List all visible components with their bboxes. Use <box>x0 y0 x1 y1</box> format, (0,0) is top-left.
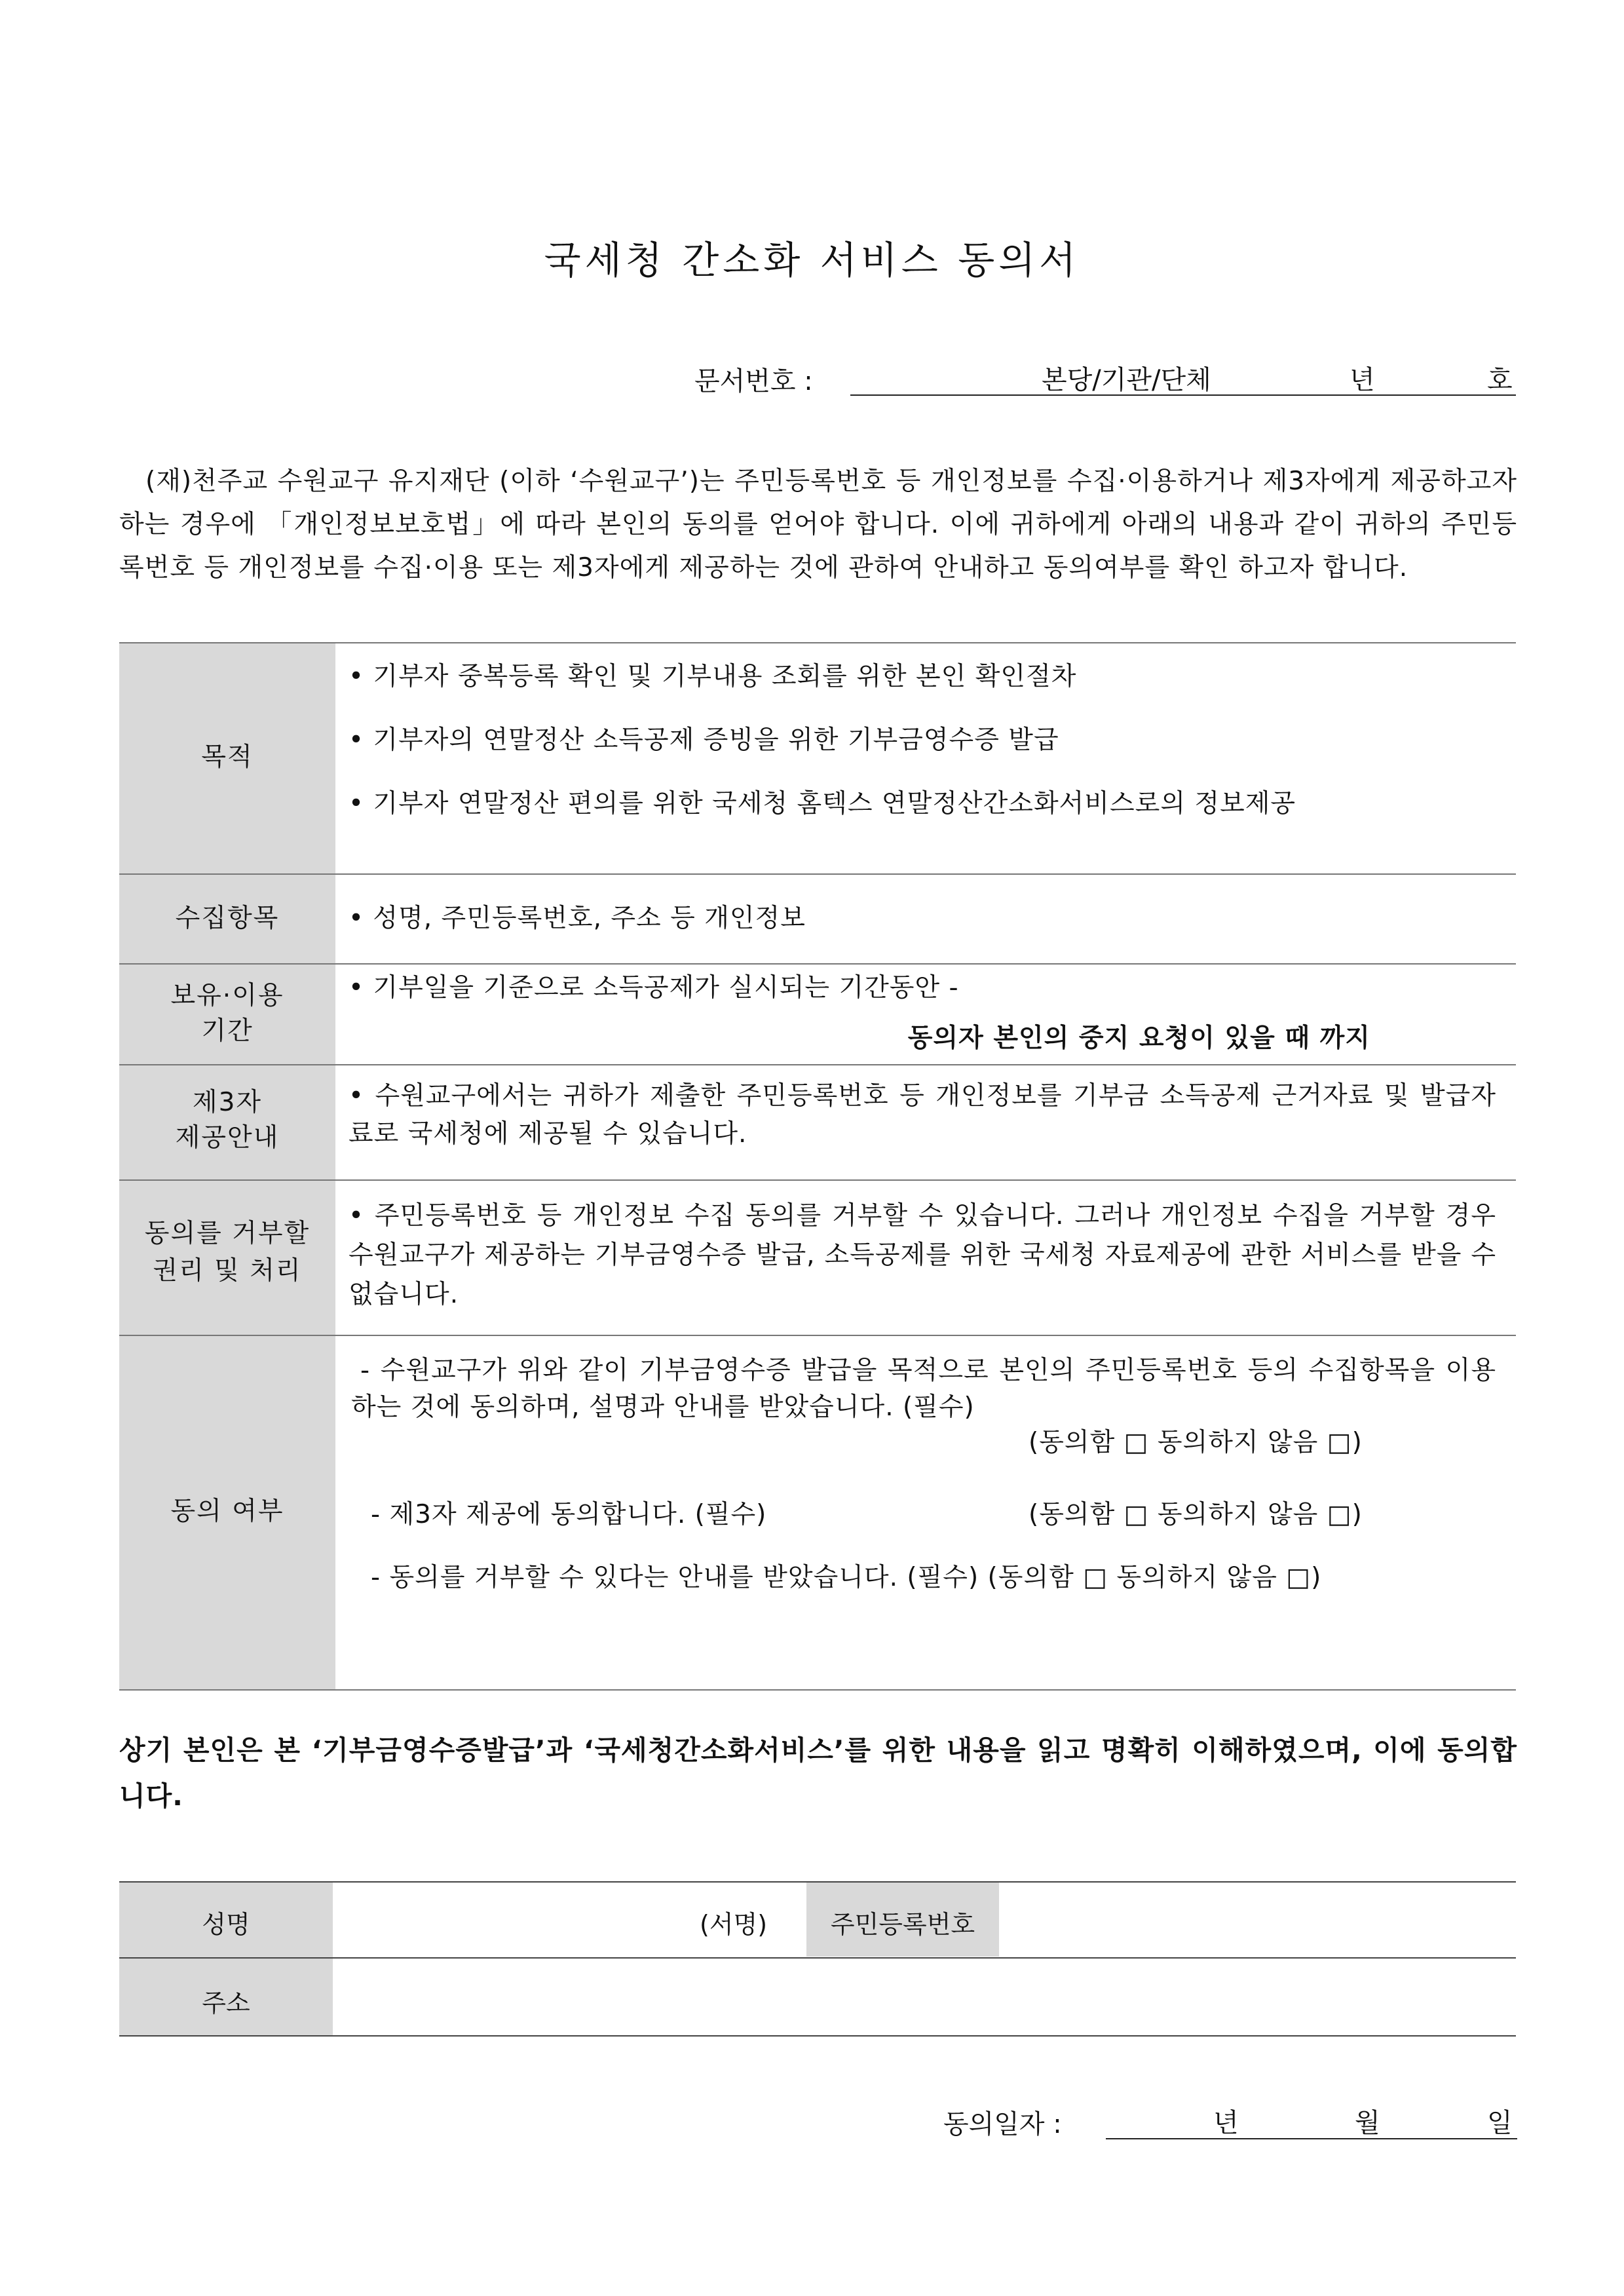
rrn-input[interactable] <box>1002 1883 1515 1955</box>
third-party-text: • 수원교구에서는 귀하가 제출한 주민등록번호 등 개인정보를 기부금 소득공제 근거자료 및 발급자료로 국세청에 제공될 수 있습니다. <box>349 1081 1496 1149</box>
consent-label: 동의 여부 <box>170 1497 284 1526</box>
address-label: 주소 <box>202 1989 250 2018</box>
consent-choice-2[interactable]: (동의함 □ 동의하지 않음 □) <box>1029 1500 1363 1529</box>
purpose-item: • 기부자 중복등록 확인 및 기부내용 조회를 위한 본인 확인절차 <box>349 662 1077 691</box>
table-label-column <box>119 643 335 1690</box>
collect-label: 수집항목 <box>175 904 280 933</box>
confirm-statement: 상기 본인은 본 ‘기부금영수증발급’과 ‘국세청간소화서비스’를 위한 내용을 읽고 명확히 이해하였으며, 이에 동의합니다. <box>119 1734 1517 1812</box>
table-divider <box>119 1689 1516 1691</box>
consent-item-1: - 수원교구가 위와 같이 기부금영수증 발급을 목적으로 본인의 주민등록번호 등의 수집항목을 이용하는 것에 동의하며, 설명과 안내를 받았습니다. (필수) <box>351 1356 1496 1422</box>
consent-date-month[interactable]: 월 <box>1355 2108 1380 2138</box>
refusal-label: 동의를 거부할 <box>144 1219 311 1248</box>
table-divider <box>119 1064 1516 1065</box>
doc-number-org[interactable]: 본당/기관/단체 <box>1042 365 1211 395</box>
refusal-text: • 주민등록번호 등 개인정보 수집 동의를 거부할 수 있습니다. 그러나 개인정보 수집을 거부할 경우 수원교구가 제공하는 기부금영수증 발급, 소득공제를 위한 국세청 자료제공에 관한 서비스를 받을 수 없습니다. <box>349 1201 1496 1309</box>
retention-label: 기간 <box>201 1016 254 1046</box>
consent-choice-1[interactable]: (동의함 □ 동의하지 않음 □) <box>1029 1428 1363 1457</box>
consent-date-label: 동의일자 : <box>943 2109 1062 2139</box>
consent-date-year[interactable]: 년 <box>1213 2108 1239 2138</box>
table-divider <box>119 963 1516 965</box>
retention-bold-text: 동의자 본인의 중지 요청이 있을 때 까지 <box>907 1024 1370 1053</box>
name-label: 성명 <box>202 1910 250 1939</box>
third-party-label: 제공안내 <box>175 1123 280 1153</box>
name-input[interactable] <box>335 1883 689 1955</box>
doc-number-label: 문서번호 : <box>694 366 813 396</box>
intro-paragraph: (재)천주교 수원교구 유지재단 (이하 ‘수원교구’)는 주민등록번호 등 개인정보를 수집·이용하거나 제3자에게 제공하고자 하는 경우에 「개인정보보호법」에 따라 본인의 동의를 얻어야 합니다. 이에 귀하에게 아래의 내용과 같이 귀하의 주민등록번호 등 개인정보를 수집·이용 또는 제3자에게 제공하는 것에 관하여 안내하고 동의여부를 확인 하고자 합니다. <box>119 467 1517 583</box>
rrn-label: 주민등록번호 <box>830 1910 975 1939</box>
signature-divider <box>119 1881 1516 1883</box>
purpose-label: 목적 <box>201 742 254 772</box>
signature-divider <box>119 2035 1516 2037</box>
table-divider <box>119 873 1516 875</box>
table-divider <box>119 1179 1516 1181</box>
doc-number-no[interactable]: 호 <box>1487 365 1513 395</box>
retention-label: 보유·이용 <box>170 981 284 1010</box>
refusal-label: 권리 및 처리 <box>153 1256 302 1286</box>
doc-number-year[interactable]: 년 <box>1350 365 1375 395</box>
purpose-item: • 기부자의 연말정산 소득공제 증빙을 위한 기부금영수증 발급 <box>349 725 1059 755</box>
purpose-item: • 기부자 연말정산 편의를 위한 국세청 홈텍스 연말정산간소화서비스로의 정보제공 <box>349 789 1296 818</box>
consent-date-underline <box>1106 2138 1517 2139</box>
signature-divider <box>119 1957 1516 1959</box>
collect-text: • 성명, 주민등록번호, 주소 등 개인정보 <box>349 904 806 933</box>
sign-hint[interactable]: (서명) <box>700 1910 768 1939</box>
retention-text: • 기부일을 기준으로 소득공제가 실시되는 기간동안 - <box>349 973 959 1003</box>
page-title: 국세청 간소화 서비스 동의서 <box>544 238 1080 282</box>
consent-date-day[interactable]: 일 <box>1487 2108 1513 2138</box>
table-divider <box>119 642 1516 643</box>
consent-item-3[interactable]: - 동의를 거부할 수 있다는 안내를 받았습니다. (필수) (동의함 □ 동의하지 않음 □) <box>371 1563 1322 1592</box>
third-party-label: 제3자 <box>192 1088 263 1117</box>
table-divider <box>119 1335 1516 1336</box>
address-input[interactable] <box>335 1959 1515 2033</box>
consent-item-2: - 제3자 제공에 동의합니다. (필수) <box>371 1500 767 1529</box>
